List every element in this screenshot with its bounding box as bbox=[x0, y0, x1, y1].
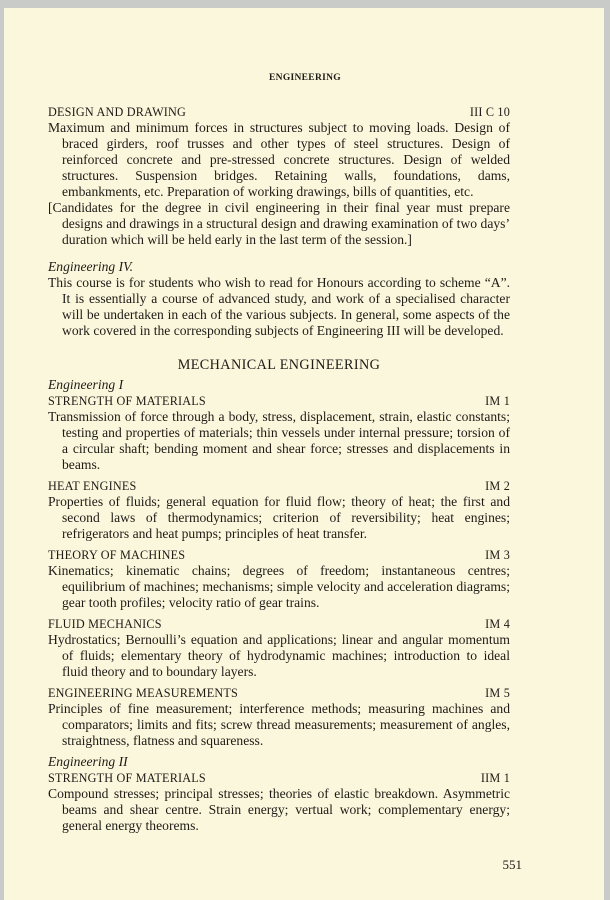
section-heading-im2 bbox=[48, 478, 510, 494]
section-heading-design-drawing bbox=[48, 104, 510, 120]
course-code: IM 2 bbox=[485, 479, 510, 493]
course-code: IM 3 bbox=[485, 548, 510, 562]
section-body: Maximum and minimum forces in structures subject to moving loads. Design of braced girders, roof trusses and other types of steel structures. Design of reinforced concrete and pre-stressed concrete structures. Design of welded structures. Suspension bridges. Retaining walls, foundations, dams, embankments, etc. Preparation of working drawings, bills of quantities, etc. bbox=[48, 120, 510, 199]
section-title: HEAT ENGINES bbox=[48, 479, 137, 493]
section-title: ENGINEERING MEASUREMENTS bbox=[48, 686, 238, 700]
section-heading-im3 bbox=[48, 547, 510, 563]
section-heading-im5 bbox=[48, 685, 510, 701]
running-head: ENGINEERING bbox=[269, 73, 341, 83]
section-body: Kinematics; kinematic chains; degrees of freedom; instantaneous centres; equilibrium of machines; mechanisms; simple velocity and acceleration diagrams; gear tooth profiles; velocity ratio of gear trains. bbox=[48, 563, 510, 610]
course-code: IIM 1 bbox=[480, 771, 510, 785]
course-code: IM 4 bbox=[485, 617, 510, 631]
course-code: IM 1 bbox=[485, 394, 510, 408]
engineering-iv-body: This course is for students who wish to read for Honours according to scheme “A”. It is essentially a course of advanced study, and work of a specialised character will be undertaken in each of the various subjects. In general, some aspects of the work covered in the corresponding subjects of Engineering III will be developed. bbox=[48, 275, 510, 338]
section-body: Transmission of force through a body, stress, displacement, strain, elastic constants; testing and properties of materials; thin vessels under internal pressure; torsion of a circular shaft; bending moment and shear force; stresses and displacements in beams. bbox=[48, 409, 510, 472]
section-title: STRENGTH OF MATERIALS bbox=[48, 394, 206, 408]
section-title: STRENGTH OF MATERIALS bbox=[48, 771, 206, 785]
section-title: DESIGN AND DRAWING bbox=[48, 105, 187, 119]
section-heading-iim1 bbox=[48, 770, 510, 786]
section-body: Compound stresses; principal stresses; theories of elastic breakdown. Asymmetric beams and shear centre. Strain energy; vertual work; complementary energy; general energy theorems. bbox=[48, 786, 510, 833]
page-content bbox=[48, 104, 510, 834]
subheading-engineering-iv: Engineering IV. bbox=[48, 259, 134, 274]
section-body: Principles of fine measurement; interference methods; measuring machines and comparators; limits and fits; screw thread measurements; measurement of angles, straightness, flatness and squareness. bbox=[48, 701, 510, 748]
subheading-engineering-i: Engineering I bbox=[48, 377, 124, 392]
course-code: III C 10 bbox=[469, 105, 510, 119]
page-number: 551 bbox=[502, 857, 522, 872]
section-heading-im4 bbox=[48, 616, 510, 632]
candidates-note: [Candidates for the degree in civil engineering in their final year must prepare designs and drawings in a structural design and drawing examination of two days’ duration which will be held early in the last term of the session.] bbox=[48, 200, 510, 247]
mechanical-engineering-title: MECHANICAL ENGINEERING bbox=[177, 357, 381, 373]
course-code: IM 5 bbox=[485, 686, 510, 700]
section-title: FLUID MECHANICS bbox=[48, 617, 162, 631]
section-heading-im1 bbox=[48, 393, 510, 409]
subheading-engineering-ii: Engineering II bbox=[48, 754, 128, 769]
section-body: Hydrostatics; Bernoulli’s equation and applications; linear and angular momentum of fluids; elementary theory of hydrodynamic machines; introduction to ideal fluid theory and to boundary layers. bbox=[48, 632, 510, 679]
section-body: Properties of fluids; general equation for fluid flow; theory of heat; the first and second laws of thermodynamics; criterion of reversibility; heat engines; refrigerators and heat pumps; principles of heat transfer. bbox=[48, 494, 510, 541]
section-title: THEORY OF MACHINES bbox=[48, 548, 186, 562]
